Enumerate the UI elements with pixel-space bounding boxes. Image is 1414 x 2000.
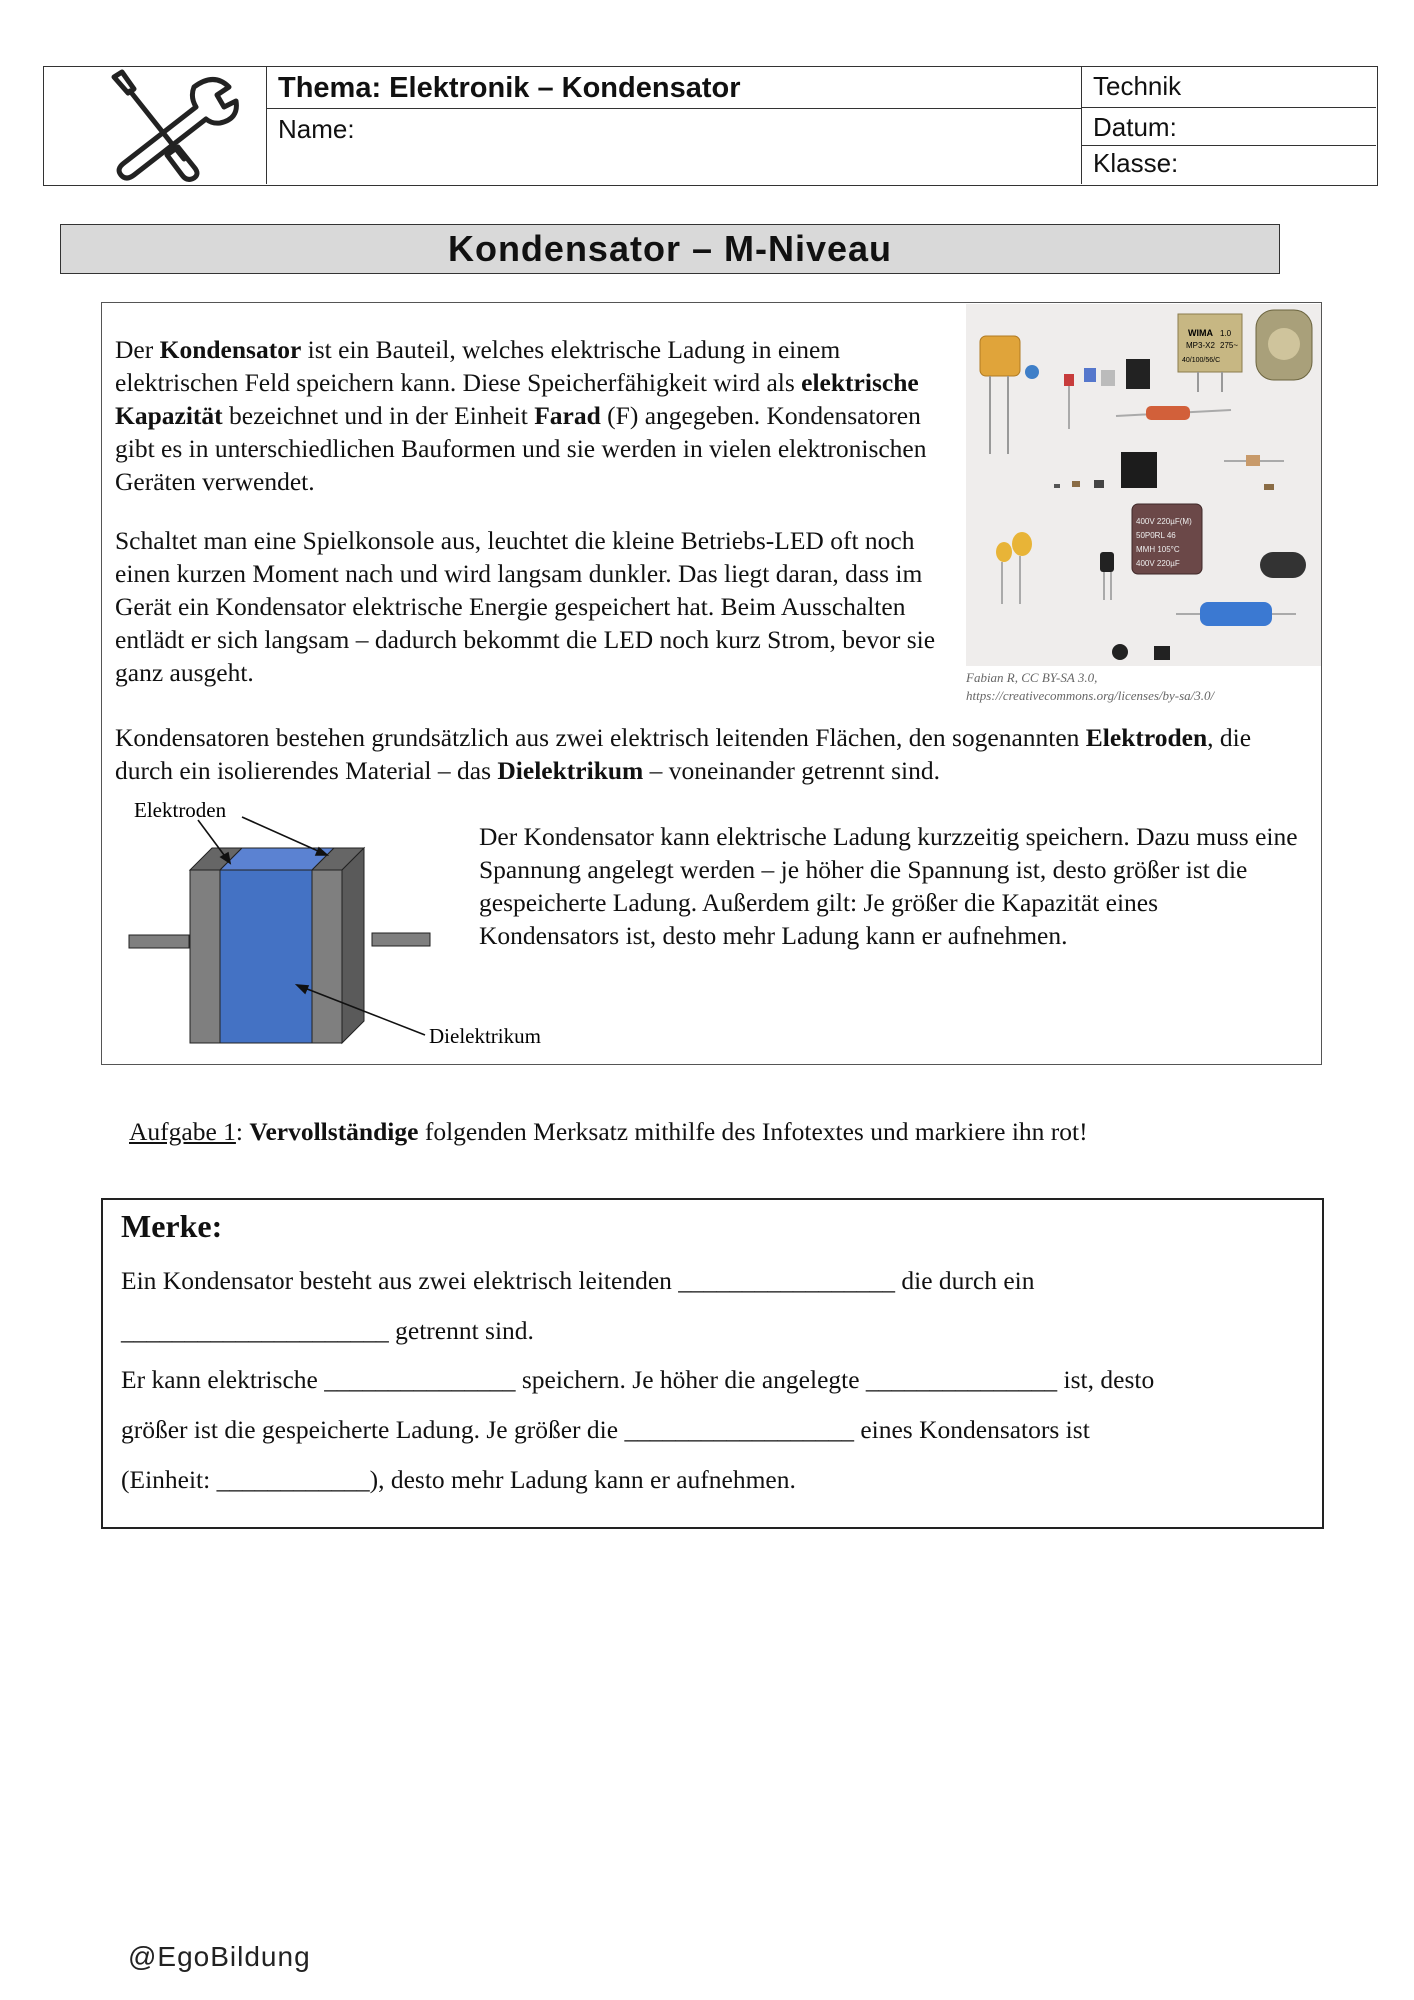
subject-label: Technik [1081,67,1376,108]
capacitors-photo [966,304,1321,666]
intro-segment: elektrische Kapazität [115,368,919,430]
intro-segment: ist ein Bauteil, welches elektrische Ladung in einem elektrischen Feld speichern kann. Diese Speicherfähigkeit wird als [115,335,841,397]
merke-line-2[interactable]: _____________________ getrennt sind. [121,1316,534,1345]
merke-title: Merke: [121,1208,223,1244]
cap-label-2: 50P0RL 46 [1136,531,1176,540]
task-verb: Vervollständige [249,1117,419,1146]
photo-credit-link[interactable]: https://creativecommons.org/licenses/by-sa/3.0/ [966,688,1215,703]
rating-3-label: 40/100/56/C [1182,357,1221,364]
merke-line-5[interactable]: (Einheit: ____________), desto mehr Ladung kann er aufnehmen. [121,1465,796,1494]
rating-1-label: 1.0 [1220,329,1232,338]
mp3-label: MP3-X2 [1186,341,1215,350]
worksheet-header [43,66,1378,186]
task-1 [129,1117,1088,1147]
merke-line-3[interactable]: Er kann elektrische _______________ speichern. Je höher die angelegte _______________ ist, desto [121,1365,1155,1394]
task-colon: : [235,1117,250,1146]
structure-segment: Dielektrikum [497,756,644,785]
intro-segment: Der [115,335,160,364]
intro-segment: (F) angegeben. Kondensatoren gibt es in unterschiedlichen Bauformen und sie werden in vielen elektronischen Geräten verwendet. [115,401,927,496]
capacitor-diagram [102,793,542,1063]
merke-line-1[interactable]: Ein Kondensator besteht aus zwei elektrisch leitenden _________________ die durch ein [121,1266,1035,1295]
rating-2-label: 275~ [1220,341,1239,350]
date-field-label[interactable]: Datum: [1081,108,1376,146]
cap-label-4: 400V 220µF [1136,559,1180,568]
intro-paragraph [115,333,950,498]
merke-box [101,1198,1324,1529]
task-text: folgenden Merksatz mithilfe des Infotextes und markiere ihn rot! [418,1117,1088,1146]
merke-line-4[interactable]: größer ist die gespeicherte Ladung. Je größer die __________________ eines Kondensators ist [121,1415,1090,1444]
intro-segment: Farad [534,401,601,430]
dielectric-label: Dielektrikum [429,1024,541,1048]
topic-title: Thema: Elektronik – Kondensator [266,67,1081,109]
name-field-label[interactable]: Name: [278,114,355,144]
intro-segment: Kondensator [159,335,302,364]
cap-label-3: MMH 105°C [1136,545,1180,554]
task-number: Aufgabe 1 [129,1117,236,1146]
intro-segment: bezeichnet und in der Einheit [222,401,535,430]
structure-segment: – voneinander getrennt sind. [643,756,941,785]
storage-paragraph: Der Kondensator kann elektrische Ladung kurzzeitig speichern. Dazu muss eine Spannung angelegt werden – je höher die Spannung ist, desto größer ist die gespeicherte Ladung. Außerdem gilt: Je größer die Kapazität eines Kondensators ist, desto mehr Ladung kann er aufnehmen. [479,822,1298,950]
cap-label-1: 400V 220µF(M) [1136,517,1192,526]
structure-segment: Elektroden [1085,723,1208,752]
structure-paragraph [115,721,1305,787]
footer-credit: @EgoBildung [128,1941,311,1972]
photo-credit [966,669,1214,705]
page-title: Kondensator – M-Niveau [60,224,1280,274]
tools-icon [44,67,267,184]
wima-label: WIMA [1188,328,1213,338]
structure-segment: , die durch ein isolierendes Material – das [115,723,1252,785]
class-field-label[interactable]: Klasse: [1093,148,1179,178]
structure-segment: Kondensatoren bestehen grundsätzlich aus zwei elektrisch leitenden Flächen, den sogenannten [115,723,1086,752]
electrodes-label: Elektroden [134,798,227,822]
photo-credit-author: Fabian R, CC BY-SA 3.0, [966,670,1098,685]
info-box [101,302,1322,1065]
console-paragraph: Schaltet man eine Spielkonsole aus, leuchtet die kleine Betriebs-LED oft noch einen kurzen Moment nach und wird langsam dunkler. Das liegt daran, dass im Gerät ein Kondensator elektrische Energie gespeichert hat. Beim Ausschalten entlädt er sich langsam – dadurch bekommt die LED noch kurz Strom, bevor sie ganz ausgeht. [115,526,936,687]
